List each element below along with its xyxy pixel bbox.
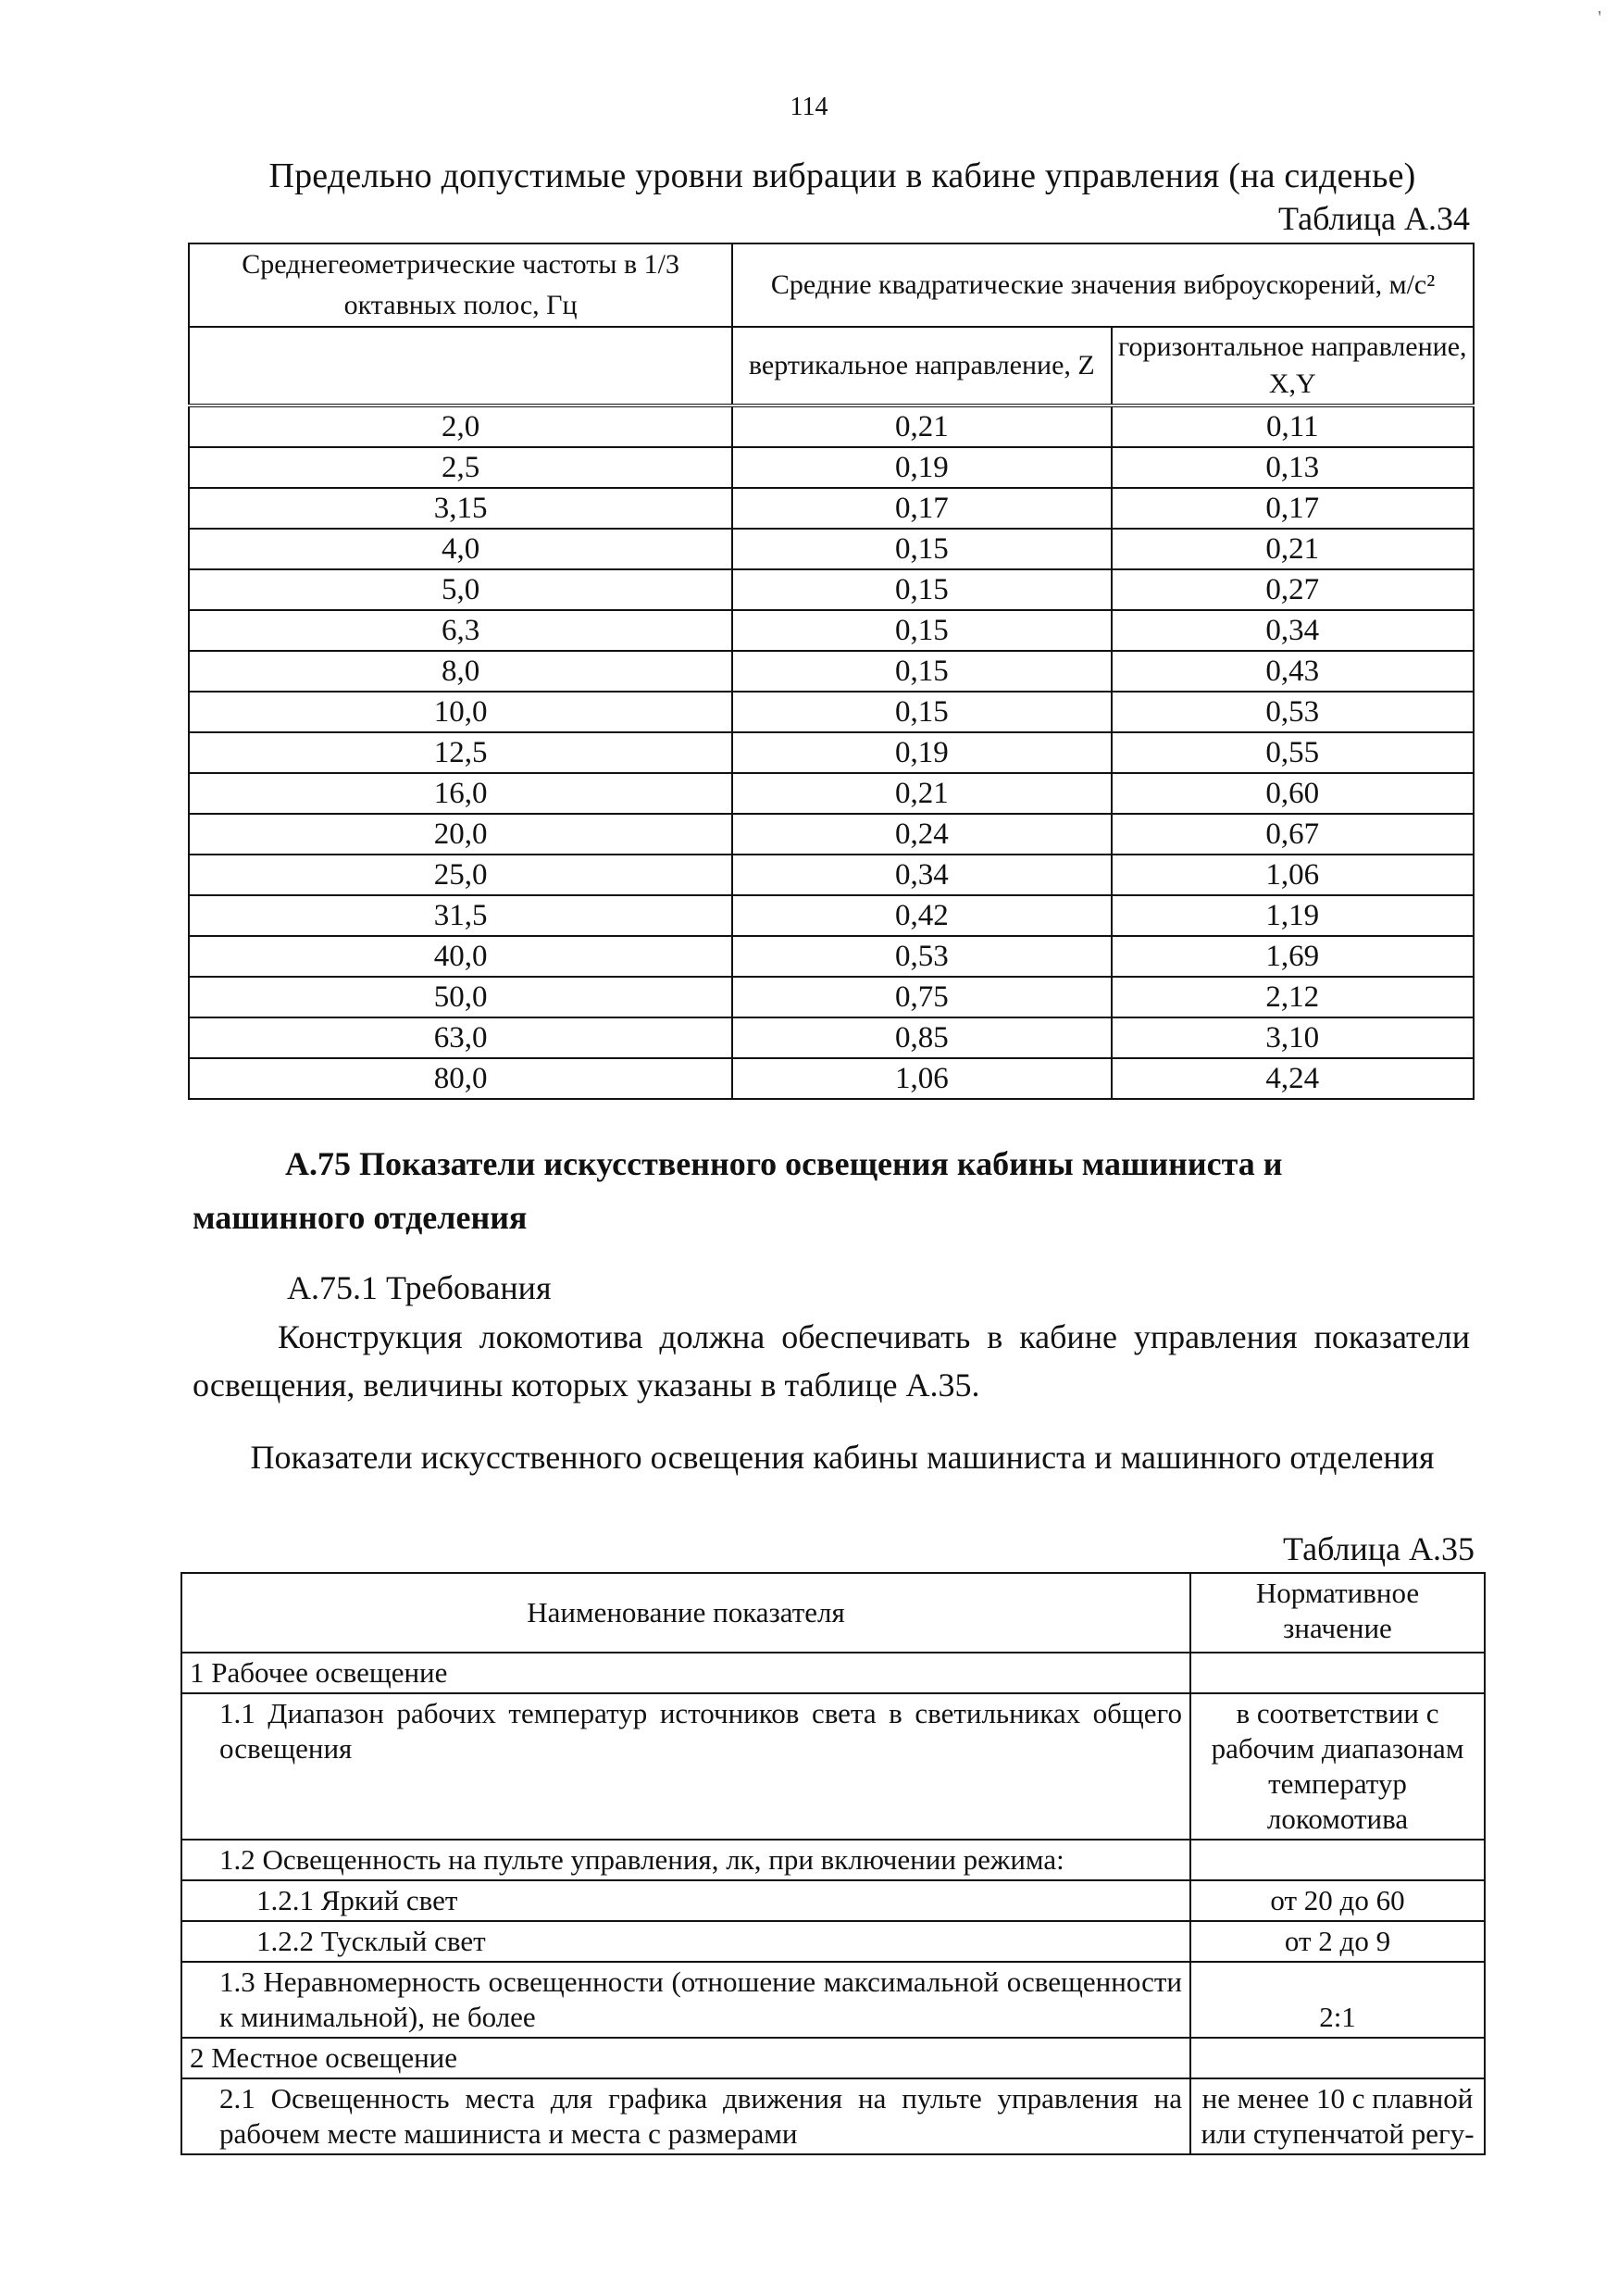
cell-z: 0,85 — [732, 1017, 1111, 1058]
cell-z: 0,15 — [732, 610, 1111, 651]
cell-z: 0,21 — [732, 406, 1111, 447]
cell-normative-value — [1190, 1653, 1485, 1693]
cell-normative-value: 2:1 — [1190, 1962, 1485, 2038]
cell-normative-value: от 2 до 9 — [1190, 1921, 1485, 1962]
table-row — [189, 569, 1474, 610]
header-horizontal: горизонтальное направление, X,Y — [1112, 327, 1475, 406]
table-row — [181, 1840, 1485, 1880]
table-row — [189, 895, 1474, 936]
table-row — [181, 2078, 1485, 2154]
cell-xy: 1,06 — [1112, 855, 1475, 895]
cell-z: 0,53 — [732, 936, 1111, 977]
cell-z: 0,15 — [732, 651, 1111, 692]
cell-z: 0,42 — [732, 895, 1111, 936]
cell-freq: 6,3 — [189, 610, 732, 651]
table-row — [181, 1693, 1485, 1840]
cell-xy: 1,19 — [1112, 895, 1475, 936]
table-row — [181, 1653, 1485, 1693]
cell-z: 0,24 — [732, 814, 1111, 855]
table-row — [189, 529, 1474, 569]
cell-indicator-name: 1.3 Неравномерность освещенности (отношение максимальной освещенности к минимальной), не более — [181, 1962, 1190, 2038]
cell-indicator-name: 1.1 Диапазон рабочих температур источников света в светильниках общего освещения — [181, 1693, 1190, 1840]
table-row — [189, 651, 1474, 692]
header-empty-cell — [189, 327, 732, 406]
table-a35-title: Показатели искусственного освещения кабины машиниста и машинного отделения — [250, 1439, 1435, 1476]
cell-normative-value: в соответствии с рабочим диапазонам температур локомотива — [1190, 1693, 1485, 1840]
header-normative-value: Нормативное значение — [1190, 1573, 1485, 1653]
cell-freq: 10,0 — [189, 692, 732, 732]
cell-freq: 31,5 — [189, 895, 732, 936]
subsection-a751-title: А.75.1 Требования — [287, 1269, 552, 1306]
cell-freq: 8,0 — [189, 651, 732, 692]
cell-xy: 0,55 — [1112, 732, 1475, 773]
section-a75-heading-line1: А.75 Показатели искусственного освещения кабины машиниста и — [285, 1145, 1283, 1182]
cell-z: 0,21 — [732, 773, 1111, 814]
table-row — [189, 814, 1474, 855]
section-a75-heading — [193, 1137, 1470, 1244]
cell-freq: 5,0 — [189, 569, 732, 610]
cell-z: 0,75 — [732, 977, 1111, 1017]
header-vertical: вертикальное направление, Z — [732, 327, 1111, 406]
cell-normative-value: от 20 до 60 — [1190, 1880, 1485, 1921]
header-acceleration-values: Средние квадратические значения виброускорений, м/с² — [732, 243, 1474, 327]
cell-freq: 63,0 — [189, 1017, 732, 1058]
cell-xy: 0,34 — [1112, 610, 1475, 651]
cell-freq: 2,0 — [189, 406, 732, 447]
table-row — [189, 732, 1474, 773]
cell-xy: 0,60 — [1112, 773, 1475, 814]
cell-z: 0,19 — [732, 732, 1111, 773]
table-a34-label: Таблица А.34 — [1278, 200, 1470, 237]
cell-xy: 4,24 — [1112, 1058, 1475, 1099]
subsection-a751-body — [193, 1313, 1470, 1409]
cell-freq: 2,5 — [189, 447, 732, 488]
cell-normative-value — [1190, 2038, 1485, 2078]
header-indicator-name: Наименование показателя — [181, 1573, 1190, 1653]
cell-xy: 0,21 — [1112, 529, 1475, 569]
table-row — [189, 1058, 1474, 1099]
cell-freq: 4,0 — [189, 529, 732, 569]
table-row — [181, 2038, 1485, 2078]
cell-z: 0,15 — [732, 692, 1111, 732]
cell-freq: 3,15 — [189, 488, 732, 529]
cell-indicator-name: 2.1 Освещенность места для графика движения на пульте управления на рабочем месте машиниста и места с размерами — [181, 2078, 1190, 2154]
table-a35-label: Таблица А.35 — [1283, 1530, 1475, 1567]
table-row — [189, 855, 1474, 895]
body-text: Конструкция локомотива должна обеспечивать в кабине управления показатели освещения, величины которых указаны в таблице А.35. — [193, 1318, 1470, 1404]
cell-indicator-name: 1 Рабочее освещение — [181, 1653, 1190, 1693]
cell-xy: 0,67 — [1112, 814, 1475, 855]
table-row — [189, 488, 1474, 529]
table-row — [189, 610, 1474, 651]
cell-xy: 0,53 — [1112, 692, 1475, 732]
cell-indicator-name: 1.2.2 Тусклый свет — [181, 1921, 1190, 1962]
cell-normative-value — [1190, 1840, 1485, 1880]
table-row — [189, 1017, 1474, 1058]
cell-xy: 0,11 — [1112, 406, 1475, 447]
cell-xy: 2,12 — [1112, 977, 1475, 1017]
table-row — [189, 936, 1474, 977]
cell-freq: 25,0 — [189, 855, 732, 895]
cell-freq: 50,0 — [189, 977, 732, 1017]
cell-freq: 20,0 — [189, 814, 732, 855]
table-row — [181, 1921, 1485, 1962]
cell-z: 0,17 — [732, 488, 1111, 529]
cell-freq: 12,5 — [189, 732, 732, 773]
table-row — [189, 447, 1474, 488]
table-row — [189, 773, 1474, 814]
cell-z: 0,19 — [732, 447, 1111, 488]
cell-freq: 80,0 — [189, 1058, 732, 1099]
table-a34 — [188, 243, 1475, 1100]
table-row — [189, 406, 1474, 447]
cell-indicator-name: 1.2 Освещенность на пульте управления, лк, при включении режима: — [181, 1840, 1190, 1880]
cell-xy: 0,13 — [1112, 447, 1475, 488]
table-row — [189, 977, 1474, 1017]
cell-normative-value: не менее 10 с плавной или ступенчатой регу- — [1190, 2078, 1485, 2154]
cell-xy: 0,43 — [1112, 651, 1475, 692]
table-row — [189, 692, 1474, 732]
page-number: 114 — [790, 93, 828, 121]
cell-z: 1,06 — [732, 1058, 1111, 1099]
cell-z: 0,15 — [732, 569, 1111, 610]
cell-z: 0,15 — [732, 529, 1111, 569]
table-a35 — [180, 1572, 1486, 2155]
cell-xy: 3,10 — [1112, 1017, 1475, 1058]
cell-xy: 1,69 — [1112, 936, 1475, 977]
section-a75-heading-line2: машинного отделения — [193, 1199, 528, 1236]
cell-indicator-name: 2 Местное освещение — [181, 2038, 1190, 2078]
cell-freq: 40,0 — [189, 936, 732, 977]
cell-xy: 0,17 — [1112, 488, 1475, 529]
table-row — [181, 1962, 1485, 2038]
cell-indicator-name: 1.2.1 Яркий свет — [181, 1880, 1190, 1921]
cell-z: 0,34 — [732, 855, 1111, 895]
header-frequency: Среднегеометрические частоты в 1/3 октавных полос, Гц — [189, 243, 732, 327]
cell-freq: 16,0 — [189, 773, 732, 814]
cell-xy: 0,27 — [1112, 569, 1475, 610]
corner-mark: ' — [1598, 7, 1601, 28]
table-row — [181, 1880, 1485, 1921]
table-a34-title: Предельно допустимые уровни вибрации в кабине управления (на сиденье) — [268, 156, 1416, 195]
